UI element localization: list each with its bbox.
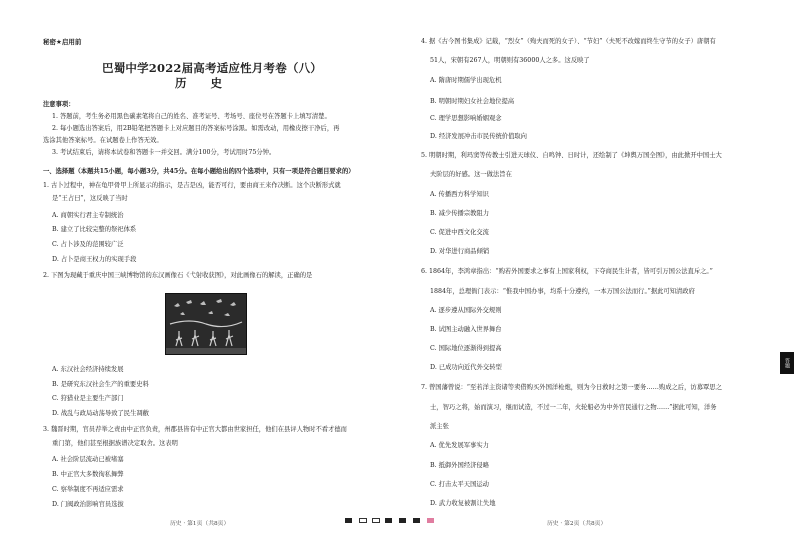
mark-block bbox=[372, 518, 380, 523]
q6-stem: 6. 1864年，李鸿章指出：“购若外国要求之事有上国家利权，下夺商民生计者，皆可引万国公法直斥之。” bbox=[421, 268, 713, 275]
q1-stem: 是“王占曰”，这反映了当时 bbox=[52, 195, 128, 202]
q5-stem: 夫阶层的好感。这一做法旨在 bbox=[430, 171, 512, 178]
q2-option-d: D. 战乱与政局动荡导致了民生凋敝 bbox=[52, 410, 149, 417]
q4-stem: 4. 据《古今图书集成》记载，“烈女”（殉夫而死的女子）、“节妇”（夫死不改嫁而终生守节的女子）唐朝有 bbox=[421, 38, 716, 45]
q7-option-d: D. 武力收复被割让失地 bbox=[430, 500, 496, 507]
page-footer: 历史 · 第1页（共8页） bbox=[170, 521, 230, 527]
q3-stem: 重门第，他们甚至根据族谱决定取舍。这表明 bbox=[52, 440, 178, 447]
q6-option-a: A. 逐步遵从国际外交规则 bbox=[430, 307, 502, 314]
q6-stem: 1884年，总理衙门表示：“惟我中国办事，均系十分遵约，一本万国公法而行。”据此可知清政府 bbox=[430, 288, 695, 295]
q7-stem: 7. 曾国藩曾说：“至若洋主资诸等卖借购买外国洋枪炮，则为今日救时之第一要务……购成之后，访募覃思之 bbox=[421, 384, 722, 391]
q5-option-c: C. 促进中西文化交流 bbox=[430, 229, 489, 236]
notice-line: 选涂其他答案标号。在试题卷上作答无效。 bbox=[43, 137, 163, 144]
page-footer: 历史 · 第2页（共8页） bbox=[547, 521, 607, 527]
q1-option-c: C. 占卜涉及的范围较广泛 bbox=[52, 241, 124, 248]
stone-relief-image bbox=[165, 293, 247, 355]
q1-option-a: A. 商朝实行君主专制统治 bbox=[52, 212, 124, 219]
subject-title: 历 史 bbox=[175, 76, 233, 90]
q6-option-b: B. 试图主动融入世界舞台 bbox=[430, 326, 502, 333]
q3-stem: 3. 魏晋时期，官员荐举之责由中正官负责，州郡县皆有中正官大都由世家担任，他们在县评人物时不看才德而 bbox=[43, 426, 347, 433]
q7-option-a: A. 优先发展军事实力 bbox=[430, 442, 489, 449]
q1-option-d: D. 占卜是商王权力的实现手段 bbox=[52, 256, 137, 263]
q6-option-c: C. 国际地位逐渐得到提高 bbox=[430, 345, 502, 352]
q5-option-b: B. 减少传播宗教阻力 bbox=[430, 210, 490, 217]
q7-stem: 士，智巧之将，始而演习，继而试造，不过一二年，火轮船必为中外官民通行之物……”据此可知，洋务 bbox=[430, 404, 717, 411]
q1-option-b: B. 建立了比较完整的祭祀体系 bbox=[52, 226, 137, 233]
q4-option-a: A. 隋唐时期儒学出现危机 bbox=[430, 77, 502, 84]
q7-stem: 派主张 bbox=[430, 423, 449, 430]
q3-option-b: B. 中正官大多数徇私舞弊 bbox=[52, 471, 124, 478]
q5-option-d: D. 对华进行商品倾销 bbox=[430, 248, 490, 255]
section-title: 一、选择题（本题共15小题，每小题3分，共45分。在每小题给出的四个选项中，只有一项是符合题目要求的） bbox=[43, 168, 355, 175]
notice-line: 2. 每小题选出答案后，用2B铅笔把答题卡上对应题目的答案标号涂黑。如需改动，用橡皮擦干净后，再 bbox=[52, 125, 340, 132]
q3-option-a: A. 社会阶层流动已被堵塞 bbox=[52, 456, 124, 463]
q2-option-b: B. 是研究东汉社会生产的重要史料 bbox=[52, 381, 149, 388]
side-tab: 答题 bbox=[780, 352, 794, 374]
q5-option-a: A. 传播西方科学知识 bbox=[430, 191, 489, 198]
q7-option-c: C. 打击太平天国运动 bbox=[430, 481, 489, 488]
q5-stem: 5. 明朝时期，利玛窦等传教士引进天球仪、自鸣钟、日时计，还绘制了《坤舆万国全图》，由此掀开中国士大 bbox=[421, 152, 722, 159]
q4-option-d: D. 经济发展冲击市民传统价值取向 bbox=[430, 133, 527, 140]
q4-option-b: B. 明朝时期妇女社会地位提高 bbox=[430, 98, 515, 105]
mark-block bbox=[385, 518, 392, 523]
q2-option-c: C. 狩猎业是主要生产部门 bbox=[52, 395, 124, 402]
q2-option-a: A. 东汉社会经济持续发展 bbox=[52, 366, 124, 373]
notice-title: 注意事项： bbox=[43, 101, 75, 108]
mark-block bbox=[345, 518, 352, 523]
relief-figures-icon bbox=[166, 294, 246, 354]
q2-stem: 2. 下图为现藏于重庆中国三峡博物馆的东汉画像石《弋射收获图》，对此画像石的解读，正确的是 bbox=[43, 272, 313, 279]
secret-tag: 秘密★启用前 bbox=[43, 38, 82, 46]
notice-line: 1. 答题前，考生务必用黑色碳素笔将自己的姓名、准考证号、考场号、座位号在答题卡上填写清楚。 bbox=[52, 113, 331, 120]
q4-stem: 51人，宋朝有267人，明朝则有36000人之多。这反映了 bbox=[430, 57, 590, 64]
exam-title: 巴蜀中学2022届高考适应性月考卷（八） bbox=[102, 61, 323, 75]
page-right bbox=[397, 0, 794, 544]
q6-option-d: D. 已成功向近代外交转型 bbox=[430, 364, 502, 371]
q1-stem: 1. 古卜过程中，神在龟甲骨甲上所显示的指示，是吉是凶，能否可行，要由商王来作决断。这个决断形式就 bbox=[43, 182, 341, 189]
mark-block bbox=[359, 518, 367, 523]
q4-option-c: C. 理学思想影响婚姻观念 bbox=[430, 115, 502, 122]
q3-option-c: C. 察举制度不再适应需求 bbox=[52, 486, 124, 493]
notice-line: 3. 考试结束后，请将本试卷和答题卡一并交回。满分100分，考试用时75分钟。 bbox=[52, 149, 276, 156]
q3-option-d: D. 门阀政治影响官员选拔 bbox=[52, 501, 124, 508]
q7-option-b: B. 抵御外国经济侵略 bbox=[430, 462, 490, 469]
